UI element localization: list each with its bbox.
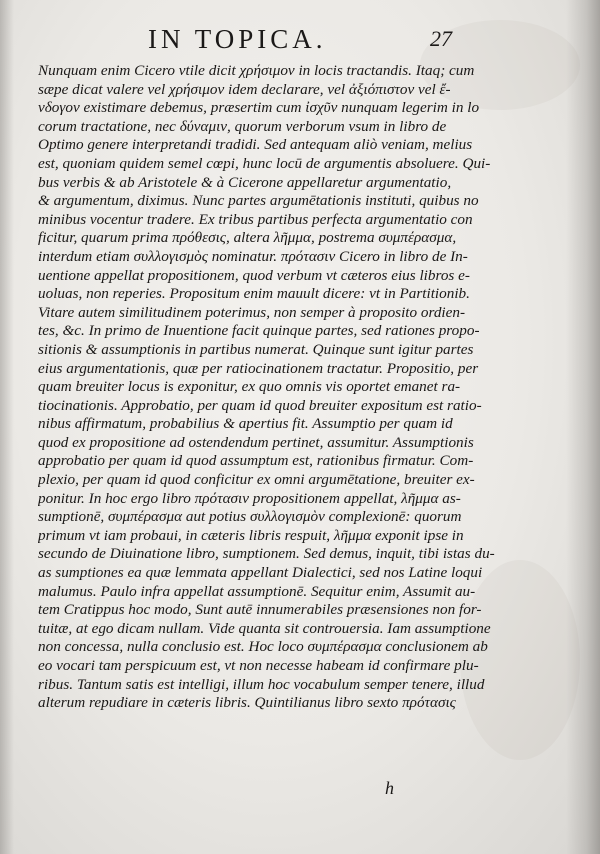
text-line: approbatio per quam id quod assumptum est, rationibus firmatur. Com-	[38, 452, 474, 470]
text-line: Optimo genere interpretandi tradidi. Sed antequam aliò veniam, melius	[38, 136, 473, 154]
text-line: sumptionē, συμπέρασμα aut potius συλλογισμὸν complexionē: quorum	[38, 508, 462, 526]
text-line: non concessa, nulla conclusio est. Hoc loco συμπέρασμα conclusionem ab	[38, 638, 488, 656]
text-line: tes, &c. In primo de Inuentione facit quinque partes, sed rationes propo-	[38, 322, 480, 340]
text-line: ficitur, quarum prima πρόθεσις, altera λῆμμα, postrema συμπέρασμα,	[38, 229, 457, 247]
page-edge-shadow	[566, 0, 600, 854]
text-line: eius argumentationis, quæ per ratiocinationem tractatur. Propositio, per	[38, 359, 479, 377]
text-line: corum tractatione, nec δύναμιν, quorum verborum vsum in libro de	[38, 117, 447, 135]
page-number: 27	[430, 26, 452, 51]
text-line: tem Cratippus hoc modo, Sunt autē innumerabiles præsensiones non for-	[38, 601, 482, 619]
text-line: uentione appellat propositionem, quod verbum vt cæteros eius libros e-	[38, 266, 470, 284]
text-line: uoluas, non reperies. Propositum enim mauult dicere: vt in Partitionib.	[38, 285, 470, 303]
text-line: as sumptiones ea quæ lemmata appellant Dialectici, sed nos Latine loqui	[38, 564, 483, 582]
text-line: malumus. Paulo infra appellat assumptionē. Sequitur enim, Assumit au-	[38, 582, 476, 600]
text-line: ribus. Tantum satis est intelligi, illum hoc vocabulum semper tenere, illud	[38, 675, 485, 693]
text-line: interdum etiam συλλογισμὸς nominatur. πρότασιν Cicero in libro de In-	[38, 247, 468, 265]
text-line: ponitur. In hoc ergo libro πρότασιν propositionem appellat, λῆμμα as-	[38, 489, 461, 507]
signature-mark: h	[385, 778, 394, 798]
text-line: quam breuiter locus is exponitur, ex quo omnis vis oportet emanet ra-	[38, 378, 461, 396]
page-header	[0, 20, 600, 54]
text-line: tuitæ, at ego dicam nullam. Vide quanta sit controuersia. Iam assumptione	[38, 619, 491, 637]
text-line: est, quoniam quidem semel cœpi, hunc locū de argumentis absoluere. Qui-	[38, 154, 491, 172]
text-line: nibus affirmatum, probabilius & apertius fit. Assumptio per quam id	[38, 415, 453, 433]
text-line: Vitare autem similitudinem poterimus, non semper à proposito ordien-	[38, 303, 466, 321]
text-line: & argumentum, diximus. Nunc partes argumētationis instituti, quibus no	[38, 192, 479, 210]
text-line: quod ex propositione ad ostendendum pertinet, assumitur. Assumptionis	[38, 433, 474, 451]
body-text	[38, 62, 568, 713]
text-line: Nunquam enim Cicero vtile dicit χρήσιμον in locis tractandis. Itaq; cum	[38, 62, 475, 79]
text-line: bus verbis & ab Aristotele & à Cicerone appellaretur argumentatio,	[38, 173, 452, 191]
text-line: primum vt iam probaui, in cæteris libris respuit, λῆμμα exponit ipse in	[38, 526, 464, 544]
text-line: secundo de Diuinatione libro, sumptionem. Sed demus, inquit, tibi istas du-	[38, 545, 495, 563]
gutter-shadow	[0, 0, 14, 854]
running-head: IN TOPICA.	[148, 24, 327, 54]
text-line: νδογον existimare debemus, præsertim cum ἰσχῦν nunquam legerim in lo	[38, 99, 480, 117]
text-line: plexio, per quam id quod conficitur ex omni argumētatione, breuiter ex-	[38, 471, 475, 489]
text-line: sæpe dicat valere vel χρήσιμον idem declarare, vel ἀξιόπιστον vel ἔ-	[38, 80, 451, 98]
text-line: sitionis & assumptionis in partibus numerat. Quinque sunt igitur partes	[38, 340, 474, 358]
text-line: tiocinationis. Approbatio, per quam id quod breuiter expositum est ratio-	[38, 396, 482, 414]
text-line: eo vocari tam perspicuum est, vt non necesse habeam id confirmare plu-	[38, 657, 479, 674]
text-line: minibus vocentur tradere. Ex tribus partibus perfecta argumentatio con	[38, 210, 473, 228]
text-line: alterum repudiare in cæteris libris. Quintilianus libro sexto πρότασις	[38, 694, 456, 712]
